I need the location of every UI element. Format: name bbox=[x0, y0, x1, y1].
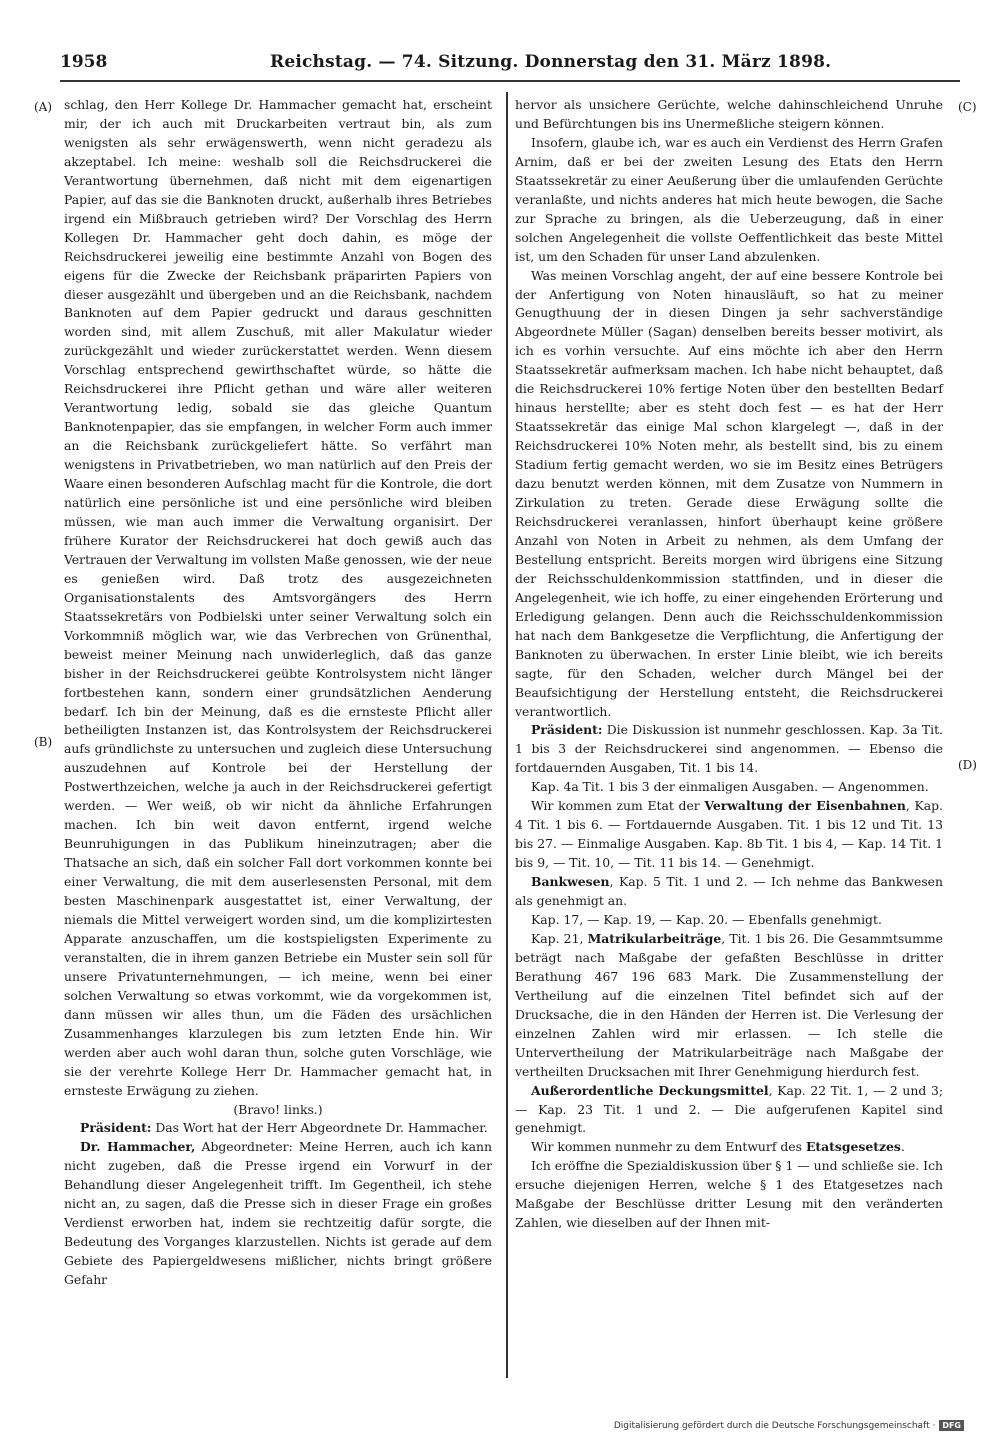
margin-marker-b: (B) bbox=[34, 735, 53, 749]
speech-text: , Tit. 1 bis 26. Die Gesammtsumme beträgt nach Maßgabe der gefaßten Beschlüsse in dritter Berathung 467 196 683 Mark. Die Zusammenstellung der Vertheilung auf die einzelnen Titel befindet sich auf der Drucksache, die in den Händen der Herren ist. Die Verlesung der einzelnen Zahlen wird mir erlassen. — Ich stelle die Untervertheilung der Matrikularbeiträge nach Maßgabe der vertheilten Drucksachen mit Ihrer Genehmigung hierdurch fest. bbox=[515, 930, 943, 1079]
paragraph: Kap. 4a Tit. 1 bis 3 der einmaligen Ausgaben. — Angenommen. bbox=[531, 779, 929, 795]
paragraph: Was meinen Vorschlag angeht, der auf eine bessere Kontrole bei der Anfertigung von Noten hinausläuft, so hat zu meiner Genugthuung der in diesen Dingen ja sehr sachverständige Abgeordnete Müller (Sagan) denselben bereits besser motivirt, als ich es vorhin versuchte. Auf eins möchte ich aber den Herrn Staatssekretär aufmerksam machen. Ich habe nicht behauptet, daß die Reichsdruckerei 10% fertige Noten über den bestellten Bedarf hinaus herstellte; aber es steht doch fest — es hat der Herr Staatssekretär das einige Mal schon klargelegt —, daß in der Reichsdruckerei 10% Noten mehr, als bestellt sind, bis zu einem Stadium fertig gemacht werden, wo sie im Besitz eines Betrügers dazu benutzt werden können, mit dem Zusatze von Nummern in Zirkulation zu treten. Gerade diese Erwägung sollte die Reichsdruckerei veranlassen, hinfort überhaupt keine größere Anzahl von Noten in Arbeit zu nehmen, als dem Umfang der Bestellung entspricht. Bereits morgen wird übrigens eine Sitzung der Reichsschuldenkommission stattfinden, und in dieser die Angelegenheit, wie ich hoffe, zu einer eingehenden Erörterung und Erledigung gelangen. Denn auch die Reichsschuldenkommission hat nach dem Bankgesetze die Verpflichtung, die Anfertigung der Banknoten zu überwachen. In erster Linie bleibt, wie ich bereits sagte, für den Schaden, welcher durch Mängel bei der Beaufsichtigung der Herstellung entsteht, die Reichsdruckerei verantwortlich. bbox=[515, 267, 943, 719]
paragraph bbox=[515, 721, 943, 778]
speech-text: Wir kommen nunmehr zu dem Entwurf des bbox=[531, 1139, 806, 1155]
speech-text: , Kap. 22 Tit. 1, — 2 und 3; — Kap. 23 Tit. 1 und 2. — Die aufgerufenen Kapitel sind genehmigt. bbox=[515, 1082, 944, 1136]
paragraph bbox=[515, 1082, 943, 1139]
paragraph bbox=[515, 930, 943, 1082]
paragraph bbox=[64, 1119, 492, 1138]
paragraph bbox=[515, 1138, 943, 1157]
emphasized-term: Etatsgesetzes bbox=[805, 1139, 901, 1155]
page-header bbox=[60, 48, 960, 80]
footer-note bbox=[614, 1420, 964, 1431]
speech-text: , Kap. 4 Tit. 1 bis 6. — Fortdauernde Ausgaben. Tit. 1 bis 12 und Tit. 13 bis 27. — Einmalige Ausgaben. Kap. 8b Tit. 1 bis 4, — Kap. 14 Tit. 1 bis 9, — Tit. 10, — Tit. 11 bis 14. — Genehmigt. bbox=[515, 798, 943, 871]
right-column bbox=[515, 96, 943, 1233]
dfg-logo: DFG bbox=[939, 1420, 964, 1431]
emphasized-term: Matrikularbeiträge bbox=[587, 930, 722, 946]
footer-text: Digitalisierung gefördert durch die Deutsche Forschungsgemeinschaft · bbox=[613, 1420, 936, 1431]
speech-text: Die Diskussion ist nunmehr geschlossen. Kap. 3a Tit. 1 bis 3 der Reichsdruckerei sind angenommen. — Ebenso die fortdauernden Ausgaben, Tit. 1 bis 14. bbox=[515, 722, 943, 776]
left-column bbox=[64, 96, 492, 1290]
paragraph: Ich eröffne die Spezialdiskussion über § 1 — und schließe sie. Ich ersuche diejenigen Herren, welche § 1 des Etatgesetzes nach Maßgabe der Beschlüsse dritter Lesung mit den veränderten Zahlen, wie dieselben auf der Ihnen mit- bbox=[515, 1158, 943, 1231]
paragraph: schlag, den Herr Kollege Dr. Hammacher gemacht hat, erscheint mir, der ich auch mit Druckarbeiten vertraut bin, als zum wenigsten als sehr erwägenswerth, wenn nicht geradezu als akzeptabel. Ich meine: weshalb soll die Reichsdruckerei die Verantwortung übernehmen, daß nicht mit dem eigenartigen Papier, auf das sie die Banknoten druckt, außerhalb ihres Betriebes irgend ein Mißbrauch getrieben wird? Der Vorschlag des Herrn Kollegen Dr. Hammacher geht doch dahin, es möge der Reichsdruckerei jeweilig eine bestimmte Anzahl von Bogen des eigens für die Zwecke der Reichsbank präparirten Papiers von dieser ausgezählt und übergeben und an die Reichsbank, nachdem Banknoten auf dem Papier gedruckt und daraus geschnitten worden sind, mit allem Zuschuß, mit aller Makulatur wieder zurückgezählt und wieder zurückerstattet werden. Wenn diesem Vorschlag entsprechend gewirthschaftet würde, so hätte die Reichsdruckerei ihre Pflicht gethan und wäre aller weiteren Verantwortung ledig, sobald sie das gleiche Quantum Banknotenpapier, das sie empfangen, in welcher Form auch immer an die Reichsbank zurückgeliefert hätte. So verfährt man wenigstens in Privatbetrieben, wo man natürlich auf den Preis der Waare einen besonderen Aufschlag macht für die Kontrole, die dort natürlich eine persönliche ist und eine persönliche wird bleiben müssen, wie man auch immer die Verwaltung organisirt. Der frühere Kurator der Reichsdruckerei hat doch gewiß auch das Vertrauen der Verwaltung im vollsten Maße genossen, wie der neue es genießen wird. Daß trotz des ausgezeichneten Organisationstalents des Amtsvorgängers des Herrn Staatssekretärs von Podbielski unter seiner Verwaltung solch ein Vorkommniß möglich war, wie das Verbrechen von Grünenthal, beweist meiner Meinung nach unwiderleglich, daß das ganze bisher in der Reichsdruckerei geübte Kontrolsystem nicht länger fortbestehen kann, sondern einer grundsätzlichen Aenderung bedarf. Ich bin der Meinung, daß es die ernsteste Pflicht aller betheiligten Instanzen ist, das Kontrolsystem der Reichsdruckerei aufs gründlichste zu untersuchen und zugleich diese Untersuchung auszudehnen auf Kontrole bei der Herstellung der Postwerthzeichen, welche ja auch in der Reichsdruckerei gefertigt werden. — Wer weiß, ob wir nicht da ähnliche Erfahrungen machen. Ich bin weit davon entfernt, irgend welche Beunruhigungen in das Publikum hineinzutragen; aber die Thatsache an sich, daß ein solcher Fall dort vorkommen konnte bei einer Verwaltung, die mit dem auserlesensten Personal, mit dem besten Maschinenpark ausgestattet ist, einer Verwaltung, der niemals die Mittel verweigert worden sind, um die komplizirtesten Apparate anzuschaffen, um die kostspieligsten Experimente zu veranstalten, die in ihrem ganzen Betriebe ein Muster sein soll für unsere Privatunternehmungen, — ich meine, wenn bei einer solchen Verwaltung so etwas vorkommt, wie da vorgekommen ist, dann müssen wir alles thun, um die Fäden des ursächlichen Zusammenhanges klarzulegen bis zum letzten Ende hin. Wir werden aber auch wohl daran thun, solche guten Vorschläge, wie sie der verehrte Kollege Herr Dr. Hammacher gemacht hat, in ernsteste Erwägung zu ziehen. bbox=[64, 97, 492, 1098]
margin-marker-c: (C) bbox=[958, 100, 977, 114]
emphasized-term: Verwaltung der Eisenbahnen bbox=[704, 798, 906, 814]
header-rule bbox=[60, 80, 960, 82]
speaker-name: Präsident: bbox=[531, 722, 603, 738]
speaker-name: Präsident: bbox=[80, 1120, 152, 1136]
emphasized-term: Außerordentliche Deckungsmittel bbox=[531, 1082, 769, 1098]
paragraph: Insofern, glaube ich, war es auch ein Verdienst des Herrn Grafen Arnim, daß er bei der zweiten Lesung des Etats den Herrn Staatssekretär zu einer Aeußerung über die umlaufenden Gerüchte veranlaßte, und nichts anderes hat mich heute bewogen, die Sache zur Sprache zu bringen, als die Ueberzeugung, daß in einer solchen Angelegenheit die vollste Oeffentlichkeit das beste Mittel ist, um den Schaden für unser Land abzulenken. bbox=[515, 134, 943, 264]
emphasized-term: Bankwesen bbox=[531, 874, 610, 890]
applause-note: (Bravo! links.) bbox=[233, 1101, 323, 1117]
paragraph: Kap. 17, — Kap. 19, — Kap. 20. — Ebenfalls genehmigt. bbox=[531, 911, 882, 927]
column-divider bbox=[506, 92, 508, 1378]
paragraph bbox=[515, 797, 943, 873]
running-head: Reichstag. — 74. Sitzung. Donnerstag den 31. März 1898. bbox=[270, 52, 832, 72]
speaker-name: Dr. Hammacher, bbox=[80, 1139, 196, 1155]
speech-text: Abgeordneter: Meine Herren, auch ich kann nicht zugeben, daß die Presse irgend ein Vorwurf in der Behandlung dieser Angelegenheit trifft. Im Gegentheil, ich stehe nicht an, zu sagen, daß die Presse sich in dieser Frage ein großes Verdienst erworben hat, indem sie rechtzeitig dafür sorgte, die Bedeutung des Vorganges klarzustellen. Nichts ist gerade auf dem Gebiete des Papiergeldwesens mißlicher, nichts bringt größere Gefahr bbox=[64, 1139, 492, 1288]
margin-marker-d: (D) bbox=[958, 758, 977, 772]
paragraph bbox=[515, 873, 943, 911]
paragraph: hervor als unsichere Gerüchte, welche dahinschleichend Unruhe und Befürchtungen bis ins Unermeßliche steigern können. bbox=[515, 97, 943, 131]
speech-text: , Kap. 5 Tit. 1 und 2. — Ich nehme das Bankwesen als genehmigt an. bbox=[515, 874, 943, 909]
speech-text: Kap. 21, bbox=[531, 930, 588, 946]
speech-text: Wir kommen zum Etat der bbox=[531, 798, 705, 814]
speech-text: . bbox=[900, 1139, 905, 1155]
speech-text: Das Wort hat der Herr Abgeordnete Dr. Hammacher. bbox=[151, 1120, 488, 1136]
page-number: 1958 bbox=[60, 52, 108, 72]
margin-marker-a: (A) bbox=[34, 100, 53, 114]
paragraph bbox=[64, 1138, 492, 1290]
